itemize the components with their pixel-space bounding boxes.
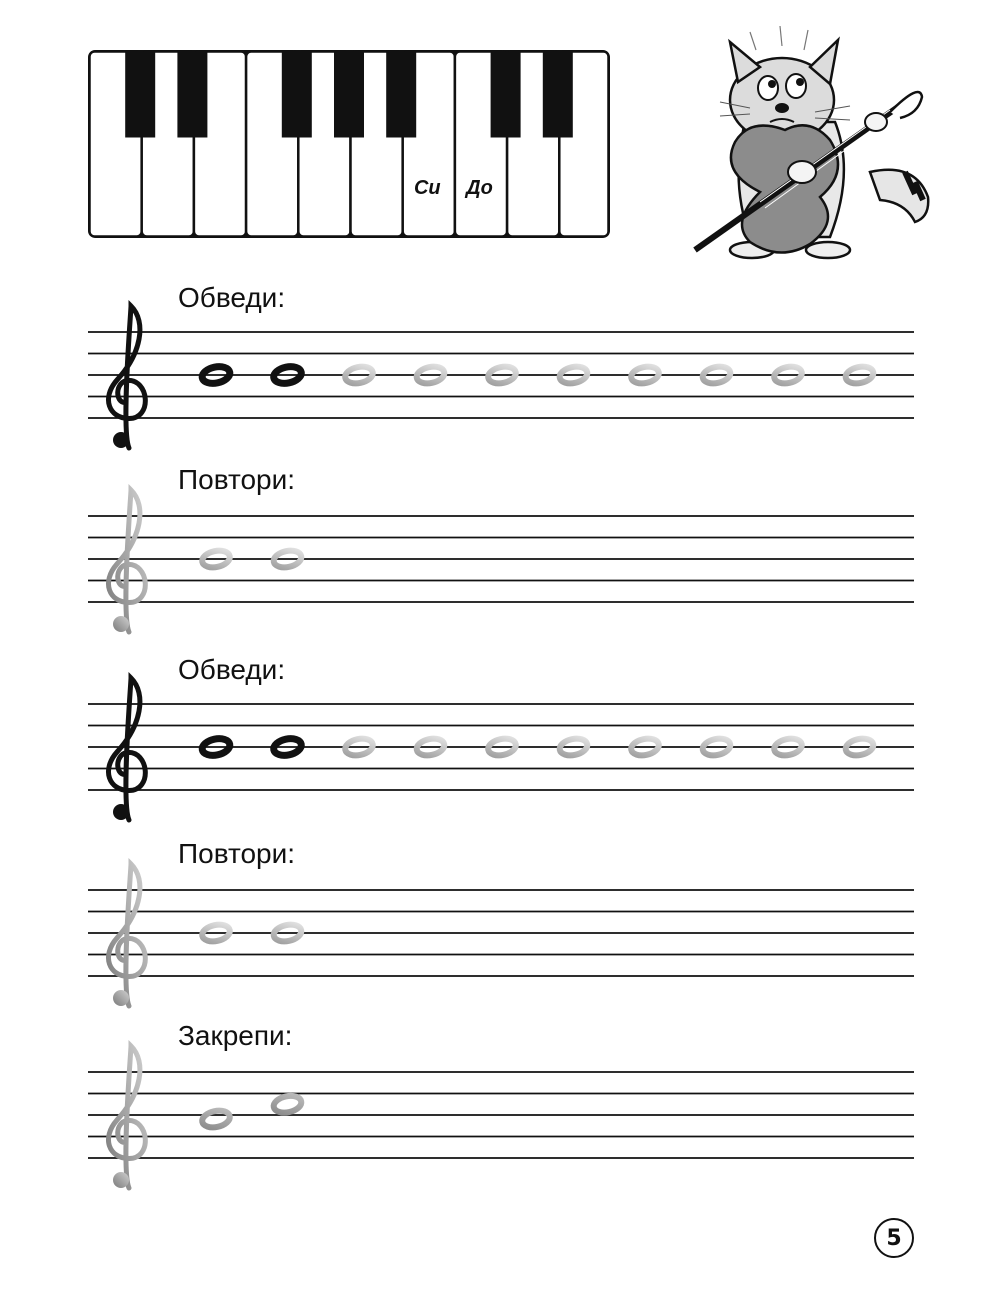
black-key (334, 52, 364, 138)
treble-clef-icon (108, 1046, 145, 1188)
piano-keyboard (88, 50, 610, 238)
black-key (386, 52, 416, 138)
treble-clef-dot (113, 616, 129, 632)
treble-clef-icon (108, 678, 145, 820)
whole-note (272, 1094, 303, 1115)
instruction-label: Обведи: (178, 654, 286, 685)
page-number: 5 (874, 1218, 914, 1258)
black-key (543, 52, 573, 138)
key-label: До (466, 177, 493, 199)
black-key (491, 52, 521, 138)
key-label: Си (413, 177, 441, 199)
treble-clef-dot (113, 432, 129, 448)
instruction-label: Повтори: (178, 838, 296, 869)
treble-clef-icon (108, 490, 145, 632)
black-key (125, 52, 155, 138)
whole-note (201, 1108, 232, 1129)
treble-clef-dot (113, 1172, 129, 1188)
staff-section-reinforce (88, 1020, 914, 1192)
music-staff (88, 1020, 914, 1192)
treble-clef-dot (113, 990, 129, 1006)
music-staff (88, 282, 914, 454)
treble-clef-dot (113, 804, 129, 820)
treble-clef-icon (108, 306, 145, 448)
instruction-label: Обведи: (178, 282, 286, 313)
treble-clef-icon (108, 864, 145, 1006)
music-staff (88, 838, 914, 1010)
staff-section-trace-1 (88, 282, 914, 452)
black-key (177, 52, 207, 138)
cat-with-double-bass-illustration (690, 22, 940, 262)
staff-section-repeat-1 (88, 464, 914, 636)
instruction-label: Закрепи: (178, 1020, 293, 1051)
black-key (282, 52, 312, 138)
instruction-label: Повтори: (178, 464, 296, 495)
staff-section-repeat-2 (88, 838, 914, 1010)
music-staff (88, 654, 914, 826)
staff-section-trace-2 (88, 654, 914, 826)
music-staff (88, 464, 914, 636)
